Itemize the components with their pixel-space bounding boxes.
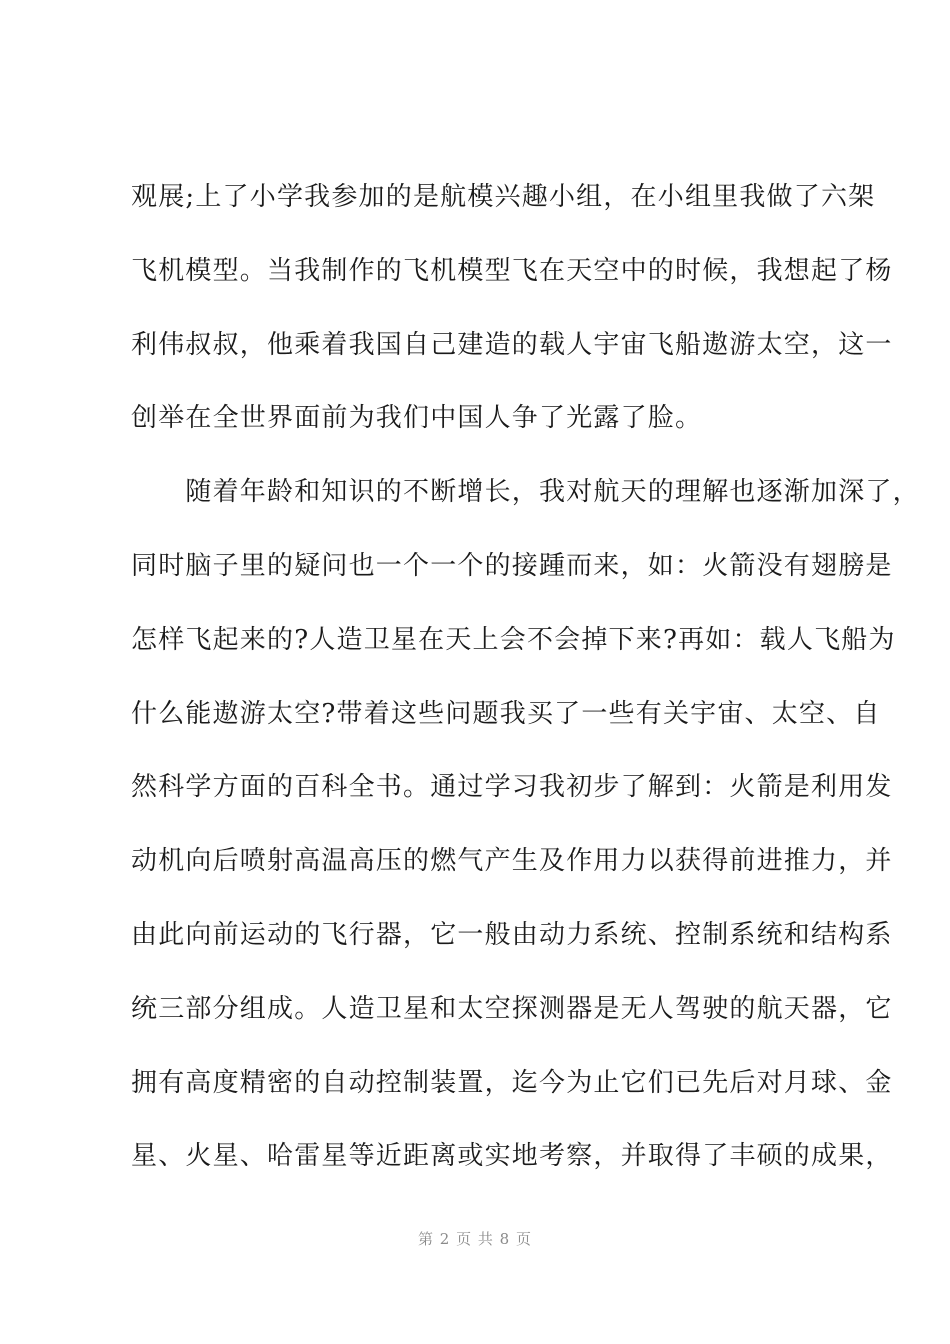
page-number-footer: 第 2 页 共 8 页 [418,1230,532,1248]
text-line: 然科学方面的百科全书。通过学习我初步了解到：火箭是利用发 [131,772,893,803]
text-line: 星、火星、哈雷星等近距离或实地考察，并取得了丰硕的成果， [131,1141,893,1172]
text-line: 动机向后喷射高温高压的燃气产生及作用力以获得前进推力，并 [131,846,893,877]
text-line: 统三部分组成。人造卫星和太空探测器是无人驾驶的航天器，它 [131,993,893,1024]
text-line: 怎样飞起来的?人造卫星在天上会不会掉下来?再如：载人飞船为 [131,624,896,655]
text-line: 什么能遨游太空?带着这些问题我买了一些有关宇宙、太空、自 [131,698,881,729]
text-line: 拥有高度精密的自动控制装置，迄今为止它们已先后对月球、金 [131,1067,893,1098]
text-line: 同时脑子里的疑问也一个一个的接踵而来，如：火箭没有翅膀是 [131,550,893,581]
body-text [131,168,920,1201]
text-line: 创举在全世界面前为我们中国人争了光露了脸。 [131,403,703,434]
text-line: 观展;上了小学我参加的是航模兴趣小组，在小组里我做了六架 [131,182,876,212]
paragraph-start-line: 随着年龄和知识的不断增长，我对航天的理解也逐渐加深了， [131,477,920,508]
text-line: 飞机模型。当我制作的飞机模型飞在天空中的时候，我想起了杨 [131,255,893,286]
text-line: 利伟叔叔，他乘着我国自己建造的载人宇宙飞船遨游太空，这一 [131,329,893,360]
text-line: 由此向前运动的飞行器，它一般由动力系统、控制系统和结构系 [131,919,893,950]
